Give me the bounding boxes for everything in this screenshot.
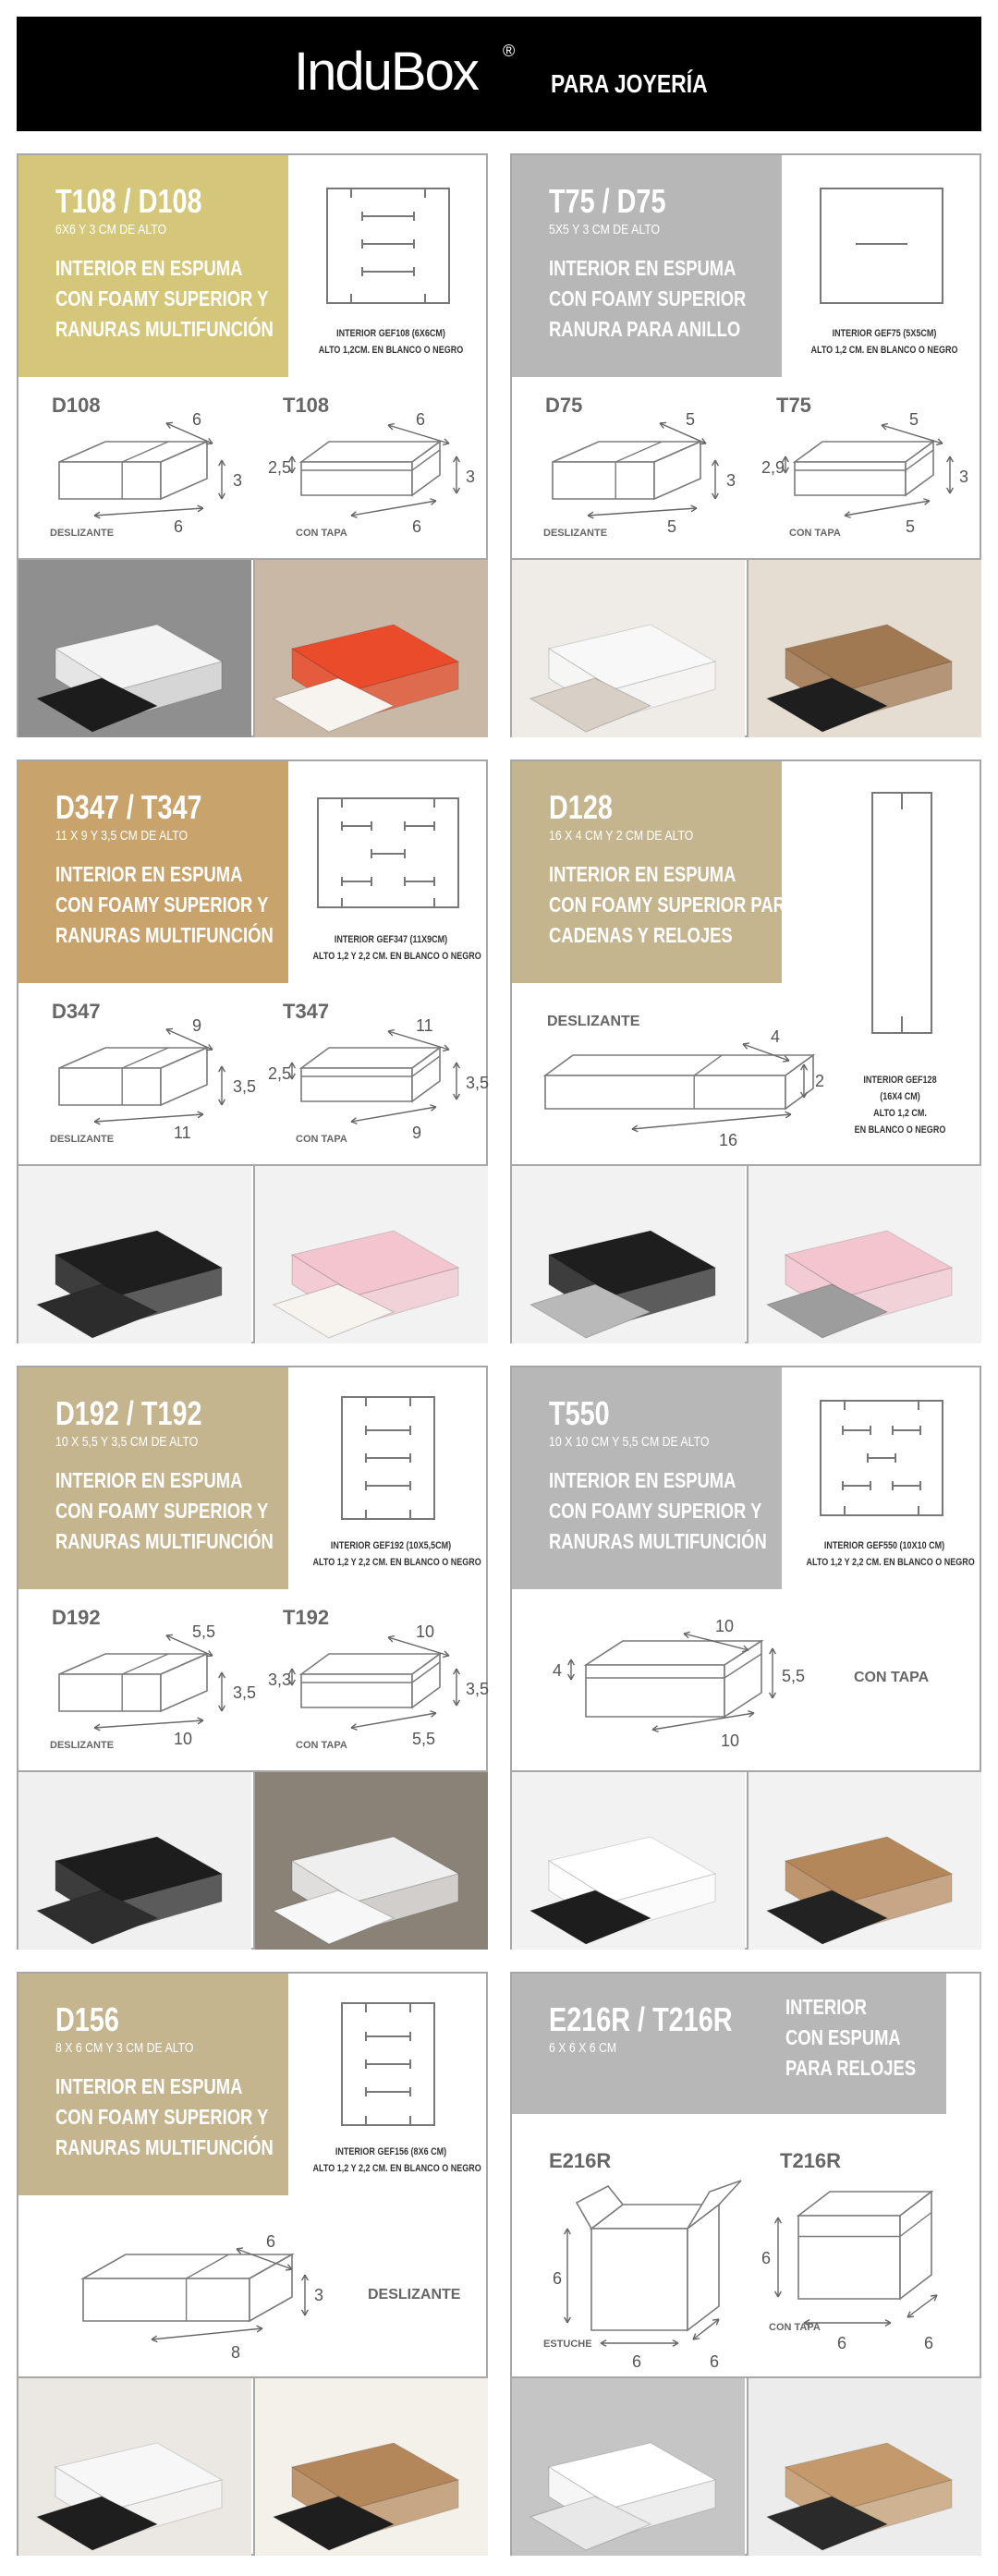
height-arrow — [219, 1672, 225, 1711]
arrow-shaft — [632, 1114, 791, 1129]
arrow-shaft — [907, 2295, 937, 2317]
product-photos — [18, 558, 486, 737]
product-photo-kraft-slide-box-rings — [253, 2378, 486, 2556]
product-photo-illustration — [255, 1772, 488, 1950]
box-front — [59, 462, 161, 499]
width-arrow — [166, 1028, 213, 1050]
foam-insert-diagram — [808, 181, 955, 310]
product-photo-illustration — [18, 1166, 251, 1343]
height-value: 3,5 — [466, 1680, 490, 1698]
foam-insert-diagram — [314, 1999, 462, 2129]
arrow-shaft — [351, 1107, 436, 1122]
slide-box-drawing — [59, 1048, 207, 1105]
registered-mark: ® — [503, 42, 516, 60]
description-line: CON FOAMY SUPERIOR Y — [55, 1499, 269, 1523]
depth-value: 5 — [667, 517, 677, 536]
box-front — [553, 462, 654, 499]
description-line: RANURA PARA ANILLO — [549, 317, 741, 341]
height-value: 3,5 — [233, 1077, 257, 1096]
lid-box-drawing — [586, 1641, 761, 1717]
foam-caption-line: ALTO 1,2 Y 2,2 CM. EN BLANCO O NEGRO — [312, 2163, 481, 2174]
box-dimension-drawing — [18, 1589, 490, 1770]
product-card — [510, 1972, 981, 2556]
slide-box-drawing — [83, 2254, 292, 2321]
product-card — [17, 1366, 488, 1950]
width-value: 5 — [686, 410, 696, 429]
description-line: INTERIOR EN ESPUMA — [55, 2074, 243, 2098]
box-dimension-drawing — [512, 1589, 980, 1770]
height-arrow — [454, 1063, 460, 1100]
box-dimension-drawing — [18, 2195, 486, 2376]
product-code-title: T75 / D75 — [549, 182, 666, 220]
box-diagrams — [18, 2195, 486, 2376]
height-value: 5,5 — [782, 1667, 806, 1685]
product-photo-illustration — [18, 1772, 251, 1950]
product-photo-black-slide-box-rings — [18, 1772, 251, 1950]
arrow-shaft — [94, 1114, 203, 1122]
height-value: 6 — [761, 2249, 772, 2267]
foam-caption-line: INTERIOR GEF128 — [863, 1075, 937, 1086]
width-value: 5 — [909, 410, 919, 429]
foam-insert-diagram — [314, 1393, 462, 1523]
foam-caption-line: (16X4 CM) — [880, 1091, 920, 1102]
product-photo-white-slide-box-rings — [18, 2378, 251, 2556]
product-description — [549, 1465, 767, 1557]
depth-arrow — [632, 1112, 791, 1132]
box-code-label: E216R — [549, 2149, 612, 2172]
box-code-label: D108 — [52, 394, 101, 417]
foam-insert — [314, 787, 462, 917]
height-arrow — [219, 460, 225, 499]
product-photo-white-slide-box-ring — [253, 1772, 486, 1950]
card-header — [512, 1974, 946, 2114]
width-value: 6 — [416, 410, 426, 429]
box-type-label: ESTUCHE — [543, 2339, 592, 2350]
product-photo-illustration — [748, 1772, 981, 1950]
arrow-shaft — [152, 2328, 262, 2339]
width-value: 10 — [715, 1617, 735, 1635]
height-arrow — [712, 460, 719, 499]
foam-insert — [314, 1999, 462, 2129]
box-front — [795, 462, 906, 495]
depth-arrow — [94, 505, 203, 518]
foam-outline — [821, 188, 943, 303]
product-photo-pink-lid-box — [253, 1166, 486, 1343]
card-header — [18, 155, 288, 377]
product-dimensions: 8 X 6 CM Y 3 CM DE ALTO — [55, 2040, 194, 2056]
box-code-label: T347 — [283, 1000, 330, 1023]
card-header — [512, 155, 782, 377]
product-photos — [512, 1770, 980, 1950]
box-type-label: CON TAPA — [769, 2322, 821, 2333]
product-photo-illustration — [512, 1772, 745, 1950]
foam-insert — [314, 181, 462, 310]
product-photo-illustration — [748, 1166, 981, 1343]
height-value: 6 — [553, 2269, 563, 2288]
lid-box-drawing — [301, 1048, 440, 1101]
box-diagrams — [18, 377, 486, 558]
height-arrow — [219, 1066, 225, 1105]
width-value: 9 — [192, 1016, 202, 1035]
product-photos — [18, 1164, 486, 1343]
box-diagrams — [512, 1589, 980, 1770]
box-front — [591, 2229, 688, 2330]
card-header — [18, 1974, 288, 2195]
description-line: CON FOAMY SUPERIOR — [549, 286, 747, 310]
box-type-label: CON TAPA — [789, 528, 841, 539]
depth-value: 10 — [721, 1732, 740, 1750]
box-type-label: DESLIZANTE — [50, 1740, 115, 1751]
foam-insert-diagram — [314, 181, 462, 310]
foam-insert-caption — [807, 325, 963, 358]
description-line: RANURAS MULTIFUNCIÓN — [55, 317, 274, 341]
foam-caption-line: INTERIOR GEF192 (10X5,5CM) — [330, 1540, 452, 1551]
product-card — [17, 153, 488, 737]
lid-height-value: 3,3 — [268, 1671, 292, 1689]
product-photos — [18, 2376, 486, 2556]
description-line: CON FOAMY SUPERIOR Y — [55, 2105, 269, 2129]
width-value: 11 — [416, 1016, 433, 1035]
box-type-label: DESLIZANTE — [368, 2287, 461, 2303]
product-photo-white-slide-box-open — [18, 560, 251, 737]
card-header — [18, 1367, 288, 1589]
foam-caption-line: INTERIOR GEF75 (5X5CM) — [832, 328, 937, 339]
product-description — [549, 859, 798, 951]
arrow-shaft — [166, 1029, 213, 1050]
depth-value: 10 — [174, 1730, 193, 1748]
width-value: 10 — [416, 1622, 435, 1641]
width-arrow — [660, 422, 706, 444]
arrow-shaft — [351, 1713, 436, 1728]
height-arrow — [775, 2218, 782, 2297]
foam-outline — [327, 188, 449, 303]
foam-insert-caption — [312, 2144, 481, 2177]
box-type-label: DESLIZANTE — [547, 1014, 640, 1029]
product-photo-kraft-lid-box-ring — [747, 560, 980, 737]
lid-box-drawing — [795, 442, 933, 495]
product-card — [510, 759, 981, 1343]
arrow-shaft — [166, 423, 213, 444]
box-code-label: T75 — [776, 394, 811, 417]
arrow-shaft — [588, 508, 697, 516]
product-photos — [18, 1770, 486, 1950]
product-code-title: D156 — [55, 2000, 119, 2038]
height-value: 3 — [959, 468, 969, 486]
lid-height-value: 2,9 — [761, 458, 785, 477]
width-arrow — [601, 2340, 678, 2347]
box-code-label: T216R — [780, 2149, 842, 2172]
lid-height-arrow — [568, 1659, 575, 1680]
box-type-label: CON TAPA — [296, 1740, 347, 1751]
foam-caption-line: ALTO 1,2 Y 2,2 CM. EN BLANCO O NEGRO — [806, 1557, 975, 1568]
depth-value: 16 — [719, 1131, 738, 1149]
box-type-label: DESLIZANTE — [50, 1134, 115, 1145]
product-photo-illustration — [18, 2378, 251, 2556]
product-dimensions: 5X5 Y 3 CM DE ALTO — [549, 222, 661, 237]
height-arrow — [565, 2229, 571, 2323]
box-diagrams — [512, 377, 980, 558]
product-photo-illustration — [512, 560, 745, 737]
product-card — [510, 153, 981, 737]
box-front — [59, 1674, 161, 1711]
product-photo-black-slide-box — [18, 1166, 251, 1343]
open-cube-drawing — [591, 2205, 719, 2330]
product-photo-kraft-cube-watch-box — [747, 2378, 980, 2556]
product-description — [55, 253, 274, 345]
height-value: 3,5 — [233, 1683, 257, 1702]
description-line: INTERIOR EN ESPUMA — [55, 256, 243, 280]
height-arrow — [454, 1669, 460, 1706]
description-line: CON FOAMY SUPERIOR Y — [549, 1499, 762, 1523]
description-line: INTERIOR EN ESPUMA — [549, 862, 736, 886]
lid-height-value: 2,5 — [268, 1064, 292, 1083]
width-value: 6 — [837, 2334, 847, 2352]
product-photo-pink-watch-box — [747, 1166, 980, 1343]
box-front — [586, 1665, 724, 1717]
foam-caption-line: INTERIOR GEF108 (6X6CM) — [336, 328, 445, 339]
depth-value: 5 — [906, 517, 916, 536]
box-front — [301, 1068, 412, 1101]
foam-insert — [808, 1393, 955, 1523]
arrow-shaft — [351, 501, 436, 516]
product-photo-red-lid-box-open — [253, 560, 486, 737]
box-dimension-drawing — [512, 983, 980, 1164]
product-photo-illustration — [255, 2378, 488, 2556]
height-value: 2 — [815, 1072, 825, 1090]
box-code-label: D192 — [52, 1606, 101, 1629]
description-line: CON FOAMY SUPERIOR PARA — [549, 893, 798, 917]
card-header — [512, 761, 798, 983]
description-line: RANURAS MULTIFUNCIÓN — [549, 1529, 767, 1553]
depth-arrow — [351, 1711, 436, 1731]
depth-arrow — [152, 2326, 262, 2341]
lid-box-drawing — [301, 442, 440, 495]
product-photo-white-slide-box-ring — [512, 560, 745, 737]
card-header — [18, 761, 288, 983]
depth-arrow — [94, 1718, 203, 1731]
slide-box-drawing — [553, 442, 700, 499]
box-diagrams — [18, 1589, 490, 1770]
height-value: 3 — [314, 2286, 324, 2304]
description-line: RANURAS MULTIFUNCIÓN — [55, 1529, 274, 1553]
depth-arrow — [94, 1112, 203, 1124]
width-value: 5,5 — [192, 1622, 216, 1641]
foam-insert-caption — [313, 325, 469, 358]
foam-caption-line: ALTO 1,2 Y 2,2 CM. EN BLANCO O NEGRO — [312, 951, 481, 962]
foam-insert-diagram — [808, 1393, 955, 1523]
foam-insert-caption — [312, 931, 481, 965]
depth-value: 6 — [412, 517, 422, 536]
product-description — [55, 859, 274, 951]
description-line: RANURAS MULTIFUNCIÓN — [55, 923, 274, 947]
height-value: 3 — [233, 471, 243, 490]
box-type-label: DESLIZANTE — [50, 528, 115, 539]
height-value: 3 — [466, 468, 476, 486]
product-photo-white-lid-box-black-insert — [512, 1772, 745, 1950]
box-diagrams — [18, 983, 490, 1164]
description-line: INTERIOR EN ESPUMA — [549, 256, 736, 280]
box-diagrams — [512, 983, 980, 1164]
product-code-title: T550 — [549, 1394, 610, 1432]
description-line: PARA RELOJES — [785, 2056, 917, 2080]
foam-insert — [808, 181, 955, 310]
foam-insert — [314, 1393, 462, 1523]
description-line: CON ESPUMA — [785, 2025, 901, 2049]
box-type-label: CON TAPA — [854, 1670, 930, 1685]
box-diagrams — [512, 2121, 980, 2376]
product-description — [55, 1465, 274, 1557]
product-photo-illustration — [255, 560, 488, 737]
arrow-shaft — [845, 501, 930, 516]
description-line: RANURAS MULTIFUNCIÓN — [55, 2135, 274, 2159]
width-value: 4 — [771, 1027, 781, 1046]
description-line: CON FOAMY SUPERIOR Y — [55, 893, 269, 917]
lid-box-drawing — [301, 1654, 440, 1707]
box-type-label: CON TAPA — [296, 1134, 347, 1145]
arrow-shaft — [94, 1720, 203, 1728]
depth-arrow — [845, 499, 930, 518]
product-description — [785, 1992, 916, 2084]
box-type-label: CON TAPA — [296, 528, 347, 539]
arrow-shaft — [660, 423, 706, 444]
product-code-title: D347 / T347 — [55, 788, 202, 826]
height-value: 3 — [726, 471, 736, 490]
foam-caption-line: ALTO 1,2 CM. — [873, 1108, 927, 1119]
slide-box-drawing — [59, 1654, 207, 1711]
foam-caption-line: ALTO 1,2 CM. EN BLANCO O NEGRO — [810, 345, 958, 356]
box-type-label: DESLIZANTE — [543, 528, 608, 539]
product-dimensions: 6X6 Y 3 CM DE ALTO — [55, 222, 167, 237]
foam-insert-caption — [312, 1537, 481, 1571]
lid-height-value: 4 — [553, 1661, 563, 1680]
description-line: INTERIOR EN ESPUMA — [55, 862, 243, 886]
foam-insert-diagram — [314, 787, 462, 917]
box-code-label: D75 — [545, 394, 583, 417]
foam-caption-line: INTERIOR GEF550 (10X10 CM) — [823, 1540, 945, 1551]
product-photos — [512, 2376, 980, 2556]
box-dimension-drawing — [18, 983, 490, 1164]
box-front — [301, 1674, 412, 1707]
product-dimensions: 10 X 5,5 Y 3,5 CM DE ALTO — [55, 1434, 199, 1450]
depth-arrow — [351, 1105, 436, 1124]
box-front — [301, 462, 412, 495]
foam-caption-line: ALTO 1,2CM. EN BLANCO O NEGRO — [318, 345, 464, 356]
description-line: CADENAS Y RELOJES — [549, 923, 733, 947]
product-photo-illustration — [255, 1166, 488, 1343]
depth-value: 8 — [231, 2343, 241, 2362]
foam-caption-line: ALTO 1,2 Y 2,2 CM. EN BLANCO O NEGRO — [312, 1557, 481, 1568]
width-arrow — [166, 422, 213, 444]
slide-box-drawing — [545, 1055, 813, 1109]
product-photo-illustration — [748, 2378, 981, 2556]
product-photo-illustration — [748, 560, 981, 737]
product-description — [549, 253, 747, 345]
product-dimensions: 16 X 4 CM Y 2 CM DE ALTO — [549, 828, 694, 844]
height-arrow — [770, 1648, 776, 1698]
depth-arrow — [351, 499, 436, 518]
foam-caption-line: INTERIOR GEF347 (11X9CM) — [334, 934, 448, 945]
description-line: INTERIOR EN ESPUMA — [549, 1468, 736, 1492]
foam-caption-line: INTERIOR GEF156 (8X6 CM) — [335, 2146, 447, 2157]
product-photos — [512, 1164, 980, 1343]
height-arrow — [454, 456, 460, 493]
foam-caption-line: EN BLANCO O NEGRO — [854, 1124, 946, 1136]
depth-value: 6 — [924, 2334, 934, 2352]
brand-logo: InduBox — [294, 42, 478, 102]
depth-value: 6 — [710, 2352, 720, 2371]
product-dimensions: 6 X 6 X 6 CM — [549, 2040, 617, 2056]
height-arrow — [302, 2275, 309, 2315]
description-line: CON FOAMY SUPERIOR Y — [55, 286, 269, 310]
box-top — [545, 1055, 813, 1075]
product-card — [17, 1972, 488, 2556]
width-value: 6 — [632, 2352, 642, 2371]
header-subtitle: PARA JOYERÍA — [551, 69, 708, 98]
product-card — [17, 759, 488, 1343]
lid-cube-drawing — [798, 2192, 931, 2299]
lid-height-value: 2,5 — [268, 458, 292, 477]
card-header — [512, 1367, 782, 1589]
width-value: 6 — [192, 410, 202, 429]
height-arrow — [947, 456, 954, 493]
product-photos — [512, 558, 980, 737]
product-photo-kraft-lid-box-black-insert — [747, 1772, 980, 1950]
box-front — [83, 2278, 250, 2321]
box-code-label: T192 — [283, 1606, 330, 1629]
product-description — [55, 2072, 274, 2163]
product-photo-illustration — [512, 1166, 745, 1343]
product-dimensions: 11 X 9 Y 3,5 CM DE ALTO — [55, 828, 189, 844]
product-dimensions: 10 X 10 CM Y 5,5 CM DE ALTO — [549, 1434, 710, 1450]
depth-value: 6 — [174, 517, 184, 536]
product-code-title: T108 / D108 — [55, 182, 202, 220]
product-code-title: D192 / T192 — [55, 1394, 202, 1432]
depth-value: 5,5 — [412, 1730, 436, 1748]
box-dimension-drawing — [512, 2121, 980, 2376]
description-line: INTERIOR — [785, 1995, 867, 2019]
product-photo-illustration — [512, 2378, 745, 2556]
depth-value: 9 — [412, 1124, 422, 1142]
product-card — [510, 1366, 981, 1950]
slide-box-drawing — [59, 442, 207, 499]
height-value: 3,5 — [466, 1074, 490, 1092]
product-code-title: E216R / T216R — [549, 2000, 733, 2038]
depth-value: 11 — [174, 1124, 191, 1142]
box-dimension-drawing — [18, 377, 486, 558]
product-photo-white-cube-watch-box — [512, 2378, 745, 2556]
foam-insert-caption — [806, 1537, 975, 1571]
product-photo-illustration — [18, 560, 251, 737]
product-code-title: D128 — [549, 788, 613, 826]
depth-arrow — [588, 505, 697, 518]
box-code-label: D347 — [52, 1000, 101, 1023]
arrow-shaft — [94, 508, 203, 516]
page-header — [17, 17, 981, 131]
box-front — [798, 2216, 900, 2299]
description-line: INTERIOR EN ESPUMA — [55, 1468, 243, 1492]
product-photo-black-watch-box — [512, 1166, 745, 1343]
box-front — [59, 1068, 161, 1105]
box-code-label: T108 — [283, 394, 330, 417]
box-front — [545, 1075, 785, 1109]
depth-arrow — [907, 2295, 937, 2317]
width-value: 6 — [266, 2232, 276, 2251]
box-dimension-drawing — [512, 377, 980, 558]
